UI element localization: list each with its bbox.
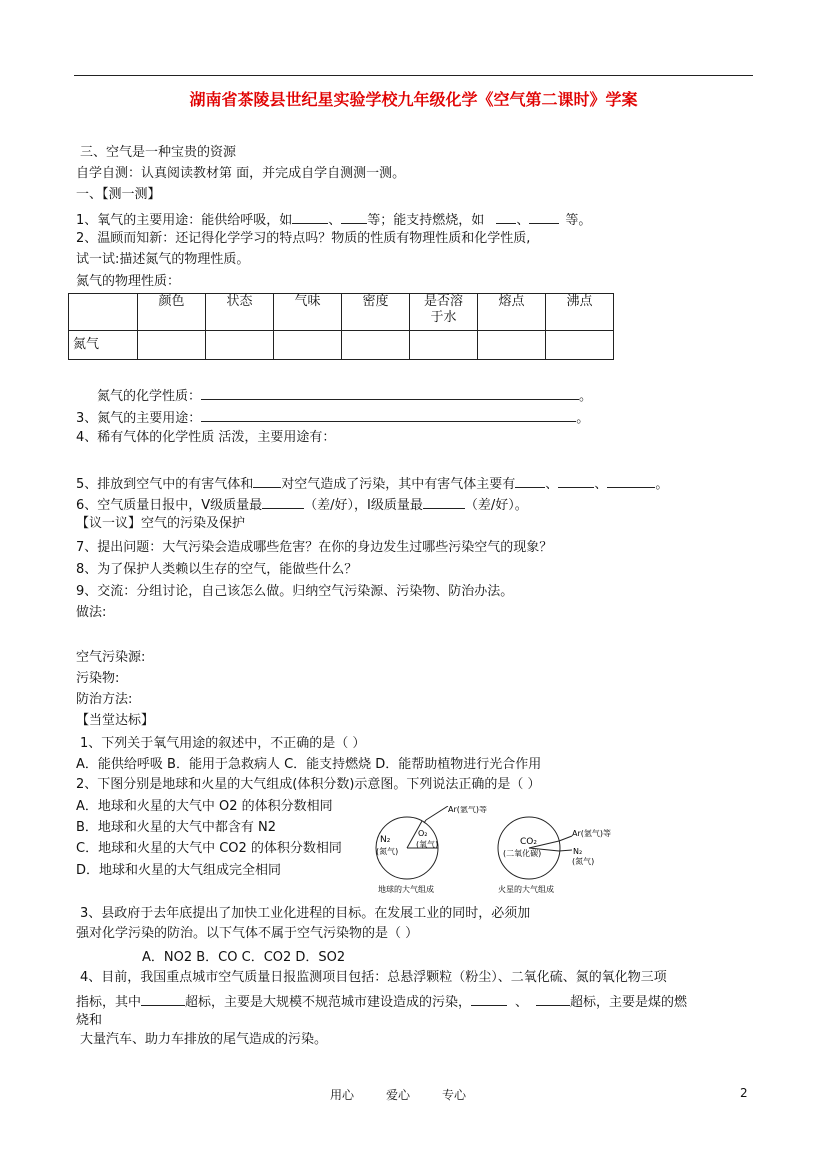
text: 超标，主要是煤的燃 — [570, 995, 688, 1010]
pollution-source-label: 空气污染源: — [76, 650, 146, 665]
question-8: 8、为了保护人类赖以生存的空气，能做些什么？ — [76, 562, 358, 577]
earth-n2-cn-label: (氮气) — [376, 847, 399, 856]
text: 、 — [516, 213, 530, 228]
pollutant-label: 污染物: — [76, 671, 120, 686]
fill-blank[interactable] — [536, 992, 570, 1006]
practice-q3-line1: 3、县政府于去年底提出了加快工业化进程的目标。在发展工业的同时，必须加 — [80, 906, 531, 921]
table-header-cell: 气味 — [274, 294, 342, 331]
practice-q4-line4: 大量汽车、助力车排放的尾气造成的污染。 — [80, 1032, 328, 1047]
text: 5、排放到空气中的有害气体和 — [76, 477, 254, 492]
fill-blank[interactable] — [558, 474, 594, 488]
table-cell[interactable] — [478, 331, 546, 360]
text: （差/好）。 — [464, 498, 528, 513]
prevention-label: 防治方法: — [76, 692, 133, 707]
self-study-line: 自学自测：认真阅读教材第 面，并完成自学自测测一测。 — [76, 166, 406, 181]
table-cell[interactable] — [342, 331, 410, 360]
practice-q1: 1、下列关于氧气用途的叙述中，不正确的是（ ） — [80, 736, 366, 751]
fill-blank[interactable] — [607, 474, 655, 488]
earth-ar-label: Ar(氩气)等 — [448, 806, 488, 814]
nitrogen-physical-label: 氮气的物理性质： — [76, 274, 181, 289]
mars-n2-leader — [559, 850, 572, 851]
mars-caption: 火星的大气组成 — [498, 885, 554, 894]
page-number: 2 — [740, 1086, 748, 1100]
mars-co2-cn-label: (二氧化碳) — [503, 849, 542, 858]
practice-q2-option-d: D．地球和火星的大气组成完全相同 — [76, 863, 282, 878]
section-heading: 三、空气是一种宝贵的资源 — [80, 145, 237, 160]
table-row-label: 氮气 — [69, 331, 138, 360]
noble-gas-line: 4、稀有气体的化学性质 活泼，主要用途有： — [76, 430, 336, 445]
atmosphere-composition-figure — [374, 806, 634, 898]
practice-q1-options: A．能供给呼吸 B．能用于急救病人 C．能支持燃烧 D．能帮助植物进行光合作用 — [76, 757, 542, 772]
fill-blank[interactable] — [262, 495, 304, 509]
fill-blank[interactable] — [515, 474, 545, 488]
table-header-cell: 密度 — [342, 294, 410, 331]
text: 氮气的化学性质： — [97, 389, 202, 404]
method-label: 做法: — [76, 605, 107, 620]
text: 对空气造成了污染，其中有害气体主要有 — [281, 477, 516, 492]
review-line: 2、温顾而知新：还记得化学学习的特点吗？物质的性质有物理性质和化学性质, — [76, 231, 531, 246]
pollution-line — [76, 474, 668, 493]
practice-q4-line1: 4、目前，我国重点城市空气质量日报监测项目包括：总悬浮颗粒（粉尘）、二氧化硫、氮的氧化物三项 — [80, 970, 667, 985]
fill-blank[interactable] — [471, 992, 507, 1006]
mars-n2-label: N₂ — [573, 847, 583, 856]
practice-q3-line2: 强对化学污染的防治。以下气体不属于空气污染物的是（ ） — [76, 926, 419, 941]
text: 。 — [579, 389, 593, 404]
test-heading: 一、【测一测】 — [76, 187, 161, 202]
text: 。 — [576, 411, 590, 426]
footer-motto-2: 爱心 — [386, 1088, 411, 1102]
practice-q3-options: A．NO2 B．CO C．CO2 D．SO2 — [142, 950, 346, 965]
try-line: 试一试:描述氮气的物理性质。 — [76, 252, 250, 267]
table-cell[interactable] — [546, 331, 614, 360]
practice-q2-option-a: A．地球和火星的大气中 O2 的体积分数相同 — [76, 799, 333, 814]
text: 6、空气质量日报中，V级质量最 — [76, 498, 263, 513]
fill-blank[interactable] — [423, 495, 465, 509]
question-7: 7、提出问题：大气污染会造成哪些危害？在你的身边发生过哪些污染空气的现象？ — [76, 540, 553, 555]
footer-motto-1: 用心 — [330, 1088, 355, 1102]
oxygen-uses-line — [76, 210, 591, 229]
table-cell[interactable] — [410, 331, 478, 360]
mars-ar-leader — [559, 836, 572, 841]
earth-n2-label: N₂ — [380, 835, 391, 845]
practice-q2-option-c: C．地球和火星的大气中 CO2 的体积分数相同 — [76, 841, 342, 856]
text: 3、氮气的主要用途： — [76, 411, 202, 426]
nitrogen-chemical-line — [97, 386, 592, 405]
mars-n2-cn-label: (氮气) — [572, 857, 595, 866]
text: 等；能支持燃烧，如 — [367, 213, 485, 228]
footer-motto-3: 专心 — [442, 1088, 467, 1102]
earth-o2-cn-label: (氧气) — [416, 840, 439, 849]
nitrogen-uses-line — [76, 408, 589, 427]
text: 、 — [328, 213, 342, 228]
earth-caption: 地球的大气组成 — [378, 885, 434, 894]
practice-q4-line3: 烧和 — [76, 1013, 103, 1028]
practice-q2-option-b: B．地球和火星的大气中都含有 N2 — [76, 820, 277, 835]
fill-blank[interactable] — [201, 386, 579, 400]
table-header-cell: 颜色 — [138, 294, 206, 331]
air-quality-line — [76, 495, 528, 514]
mars-ar-label: Ar(氩气)等 — [572, 829, 612, 838]
text: 超标，主要是大规模不规范城市建设造成的污染， — [185, 995, 472, 1010]
practice-q4-line2 — [76, 992, 687, 1011]
table-cell[interactable] — [138, 331, 206, 360]
earth-ar-leader — [426, 806, 448, 820]
question-9: 9、交流：分组讨论，自己该怎么做。归纳空气污染源、污染物、防治办法。 — [76, 584, 514, 599]
table-header-cell: 是否溶 于水 — [410, 294, 478, 331]
discuss-heading: 【议一议】空气的污染及保护 — [76, 516, 246, 531]
text: 、 — [515, 995, 529, 1010]
practice-heading: 【当堂达标】 — [76, 713, 155, 728]
page-title: 湖南省茶陵县世纪星实验学校九年级化学《空气第二课时》学案 — [189, 90, 638, 109]
text: 指标，其中 — [76, 995, 142, 1010]
fill-blank[interactable] — [496, 210, 516, 224]
table-header-cell: 熔点 — [478, 294, 546, 331]
table-header-cell: 状态 — [206, 294, 274, 331]
mars-co2-label: CO₂ — [520, 837, 537, 847]
fill-blank[interactable] — [201, 408, 576, 422]
table-cell[interactable] — [274, 331, 342, 360]
text: 。 — [655, 477, 669, 492]
text: 、 — [594, 477, 608, 492]
practice-q2: 2、下图分别是地球和火星的大气组成(体积分数)示意图。下列说法正确的是（ ） — [76, 777, 541, 792]
fill-blank[interactable] — [529, 210, 559, 224]
header-rule — [74, 75, 753, 76]
fill-blank[interactable] — [141, 992, 185, 1006]
nitrogen-properties-table — [68, 293, 614, 360]
fill-blank[interactable] — [292, 210, 328, 224]
table-header-cell: 沸点 — [546, 294, 614, 331]
table-header-cell — [69, 294, 138, 331]
text: 等。 — [565, 213, 592, 228]
fill-blank[interactable] — [341, 210, 367, 224]
text: 、 — [545, 477, 559, 492]
fill-blank[interactable] — [253, 474, 281, 488]
text: 1、氧气的主要用途：能供给呼吸，如 — [76, 213, 293, 228]
table-cell[interactable] — [206, 331, 274, 360]
earth-o2-label: O₂ — [418, 829, 428, 838]
text: （差/好），I级质量最 — [304, 498, 423, 513]
